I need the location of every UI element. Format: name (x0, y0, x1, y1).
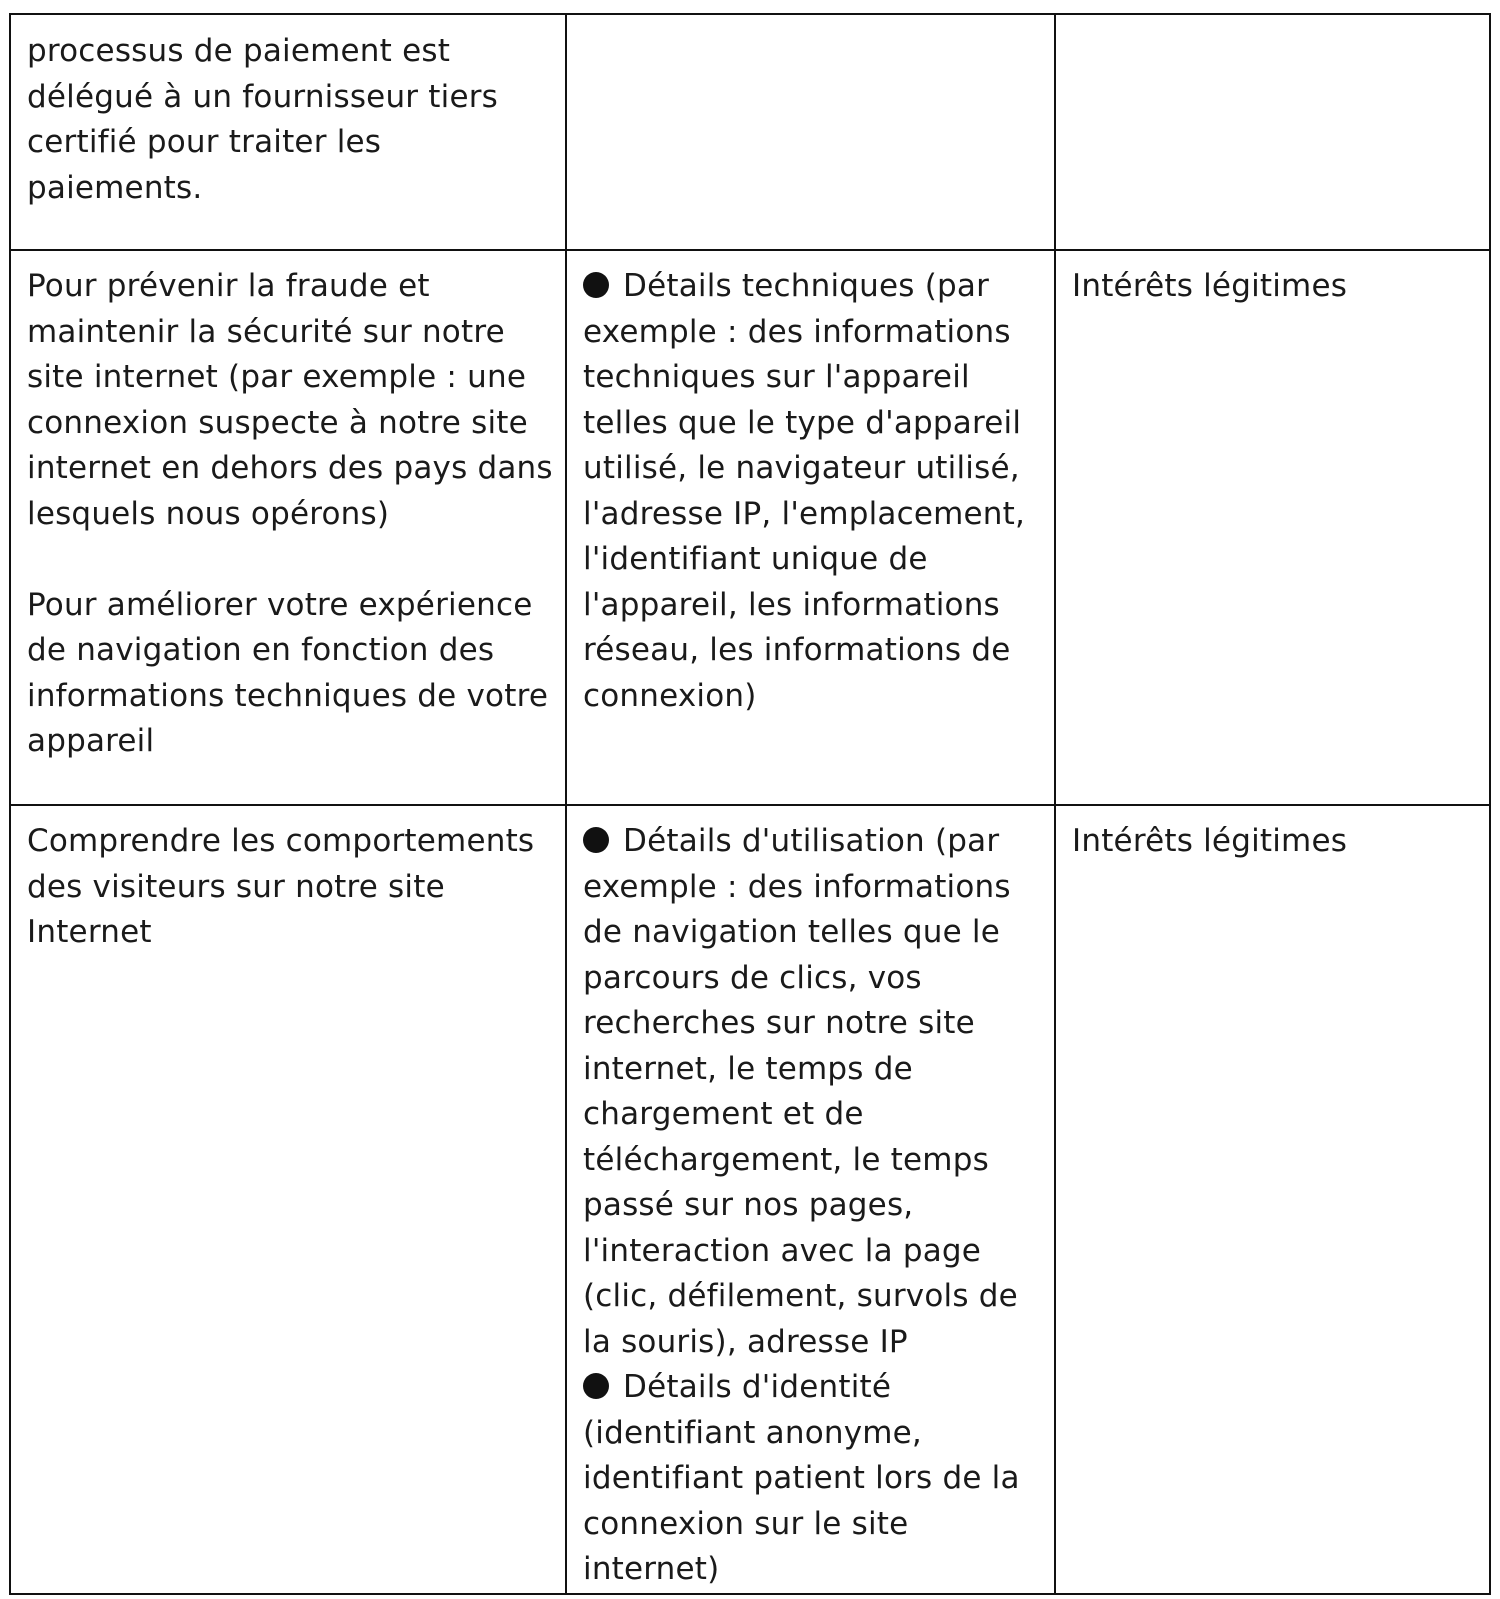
data-category-text: Détails d'identité (identifiant anonyme, identifiant patient lors de la connexion sur le site internet) (583, 1369, 1020, 1587)
legal-basis-cell (1055, 14, 1490, 250)
bullet-icon (583, 272, 609, 298)
purpose-text: processus de paiement est délégué à un fournisseur tiers certifié pour traiter les paiements. (27, 33, 499, 206)
legal-basis-cell (1055, 805, 1490, 1594)
data-categories-cell (566, 14, 1055, 250)
table-row (10, 250, 1490, 805)
purpose-cell (10, 250, 566, 805)
list-item (583, 1365, 1044, 1593)
purpose-cell (10, 14, 566, 250)
purpose-cell (10, 805, 566, 1594)
legal-basis-text: Intérêts légitimes (1072, 268, 1348, 304)
bullet-icon (583, 1373, 609, 1399)
list-item (583, 819, 1044, 1365)
data-category-text: Détails d'utilisation (par exemple : des informations de navigation telles que le parcours de clics, vos recherches sur notre site internet, le temps de chargement et de téléchargement, le temps passé sur nos pages, l'interaction avec la page (clic, défilement, survols de la souris), adresse IP (583, 823, 1018, 1360)
processing-purposes-table (9, 13, 1491, 1595)
purpose-text: Pour prévenir la fraude et maintenir la sécurité sur notre site internet (par exemple : une connexion suspecte à notre site internet en dehors des pays dans lesquels nous opérons) (27, 268, 553, 532)
purpose-text: Pour améliorer votre expérience de navigation en fonction des informations techniques de votre appareil (27, 586, 549, 759)
purpose-text: Comprendre les comportements des visiteurs sur notre site Internet (27, 823, 535, 950)
legal-basis-cell (1055, 250, 1490, 805)
bullet-icon (583, 827, 609, 853)
list-item (583, 264, 1044, 719)
table-row (10, 805, 1490, 1594)
data-categories-cell (566, 250, 1055, 805)
data-category-text: Détails techniques (par exemple : des informations techniques sur l'appareil telles que le type d'appareil utilisé, le navigateur utilisé, l'adresse IP, l'emplacement, l'identifiant unique de l'appareil, les informations réseau, les informations de connexion) (583, 268, 1026, 714)
table-row (10, 14, 1490, 250)
data-categories-cell (566, 805, 1055, 1594)
legal-basis-text: Intérêts légitimes (1072, 823, 1348, 859)
